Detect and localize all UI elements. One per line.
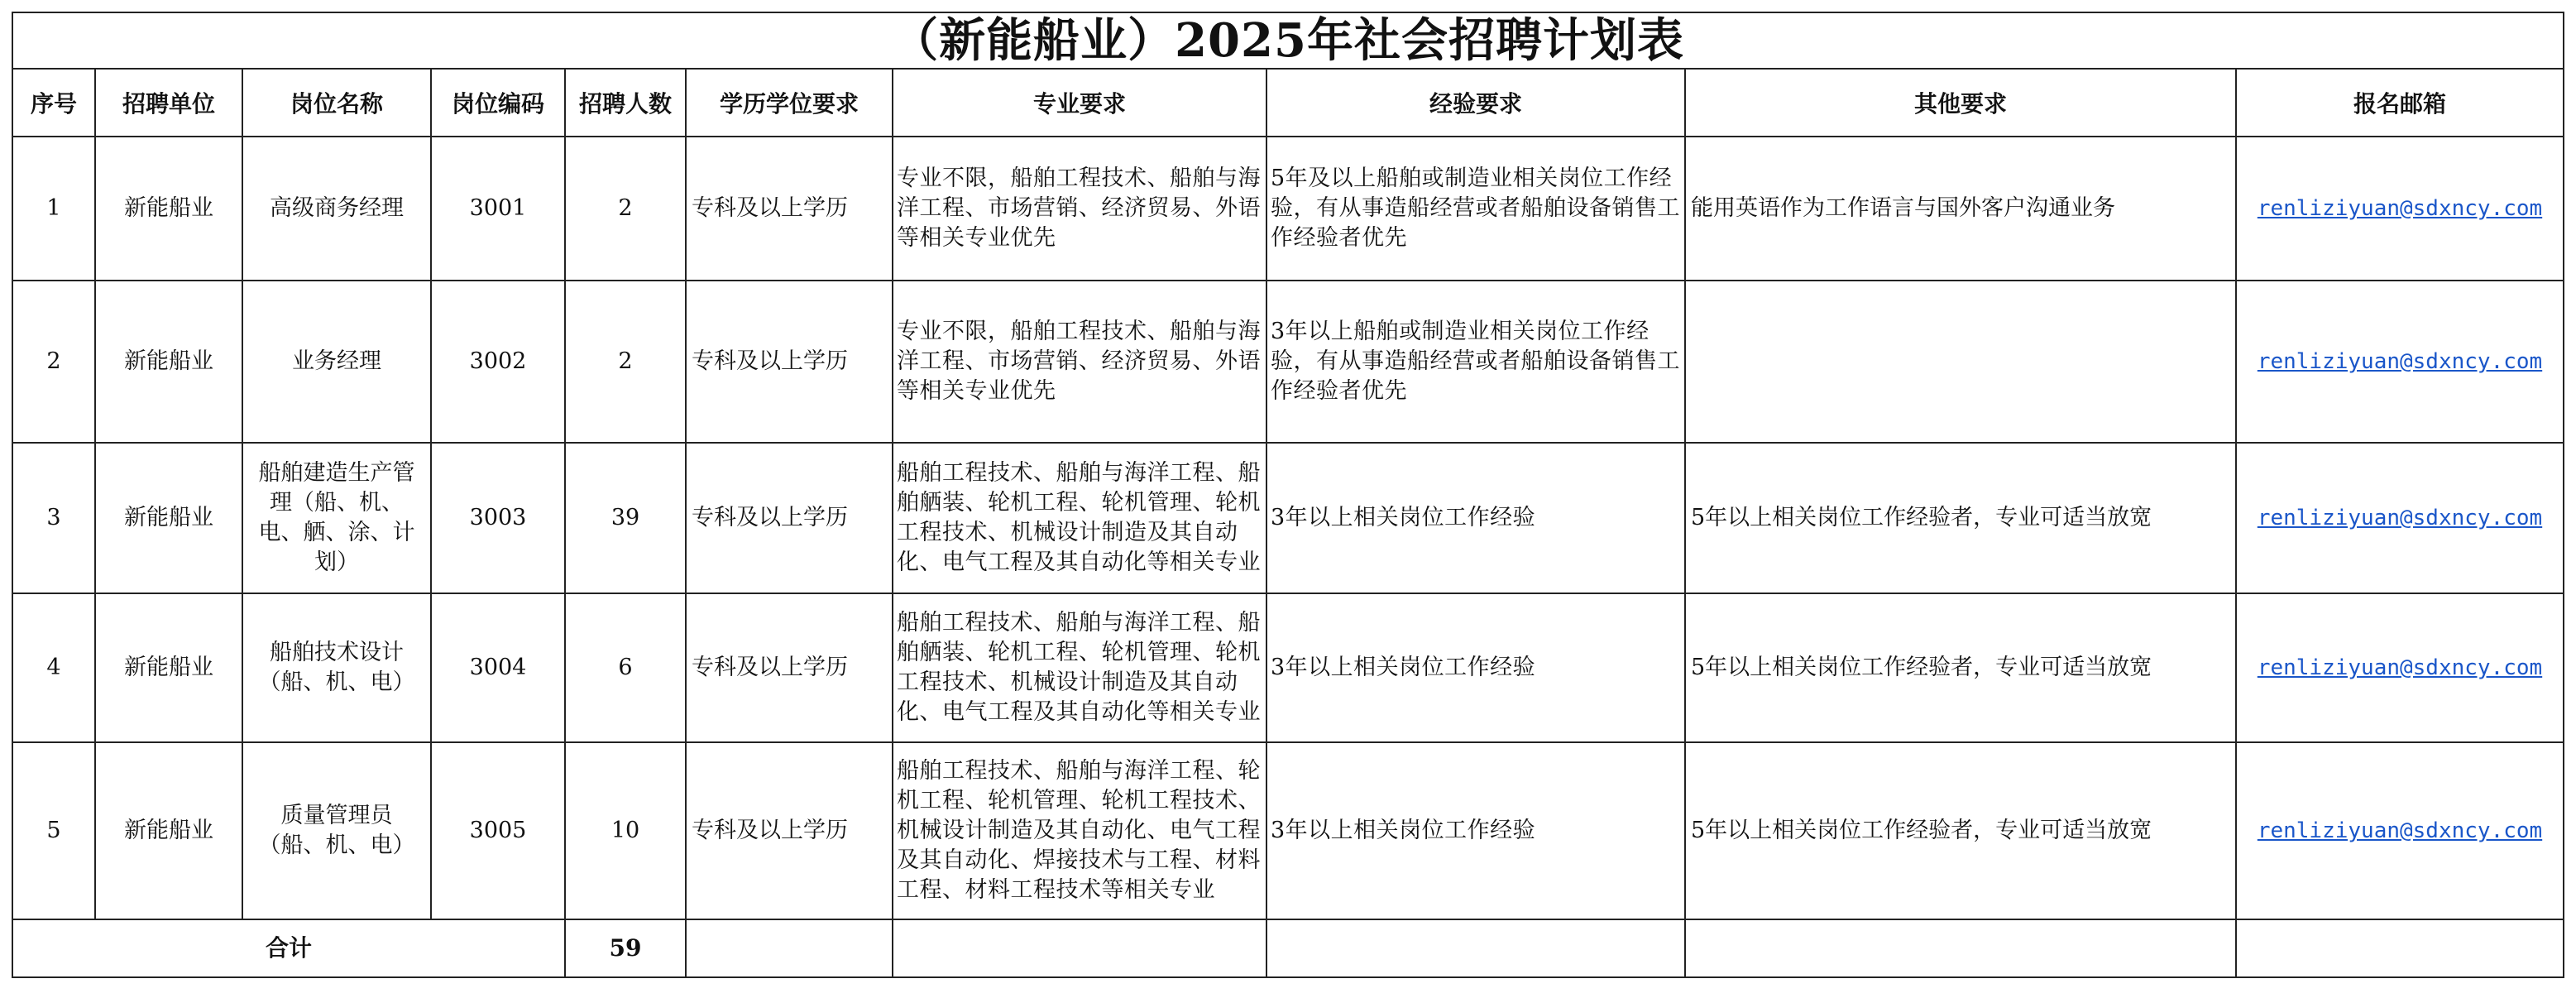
cell-unit: 新能船业: [95, 281, 242, 443]
header-email: 报名邮箱: [2236, 69, 2564, 137]
header-code: 岗位编码: [431, 69, 565, 137]
cell-unit: 新能船业: [95, 137, 242, 281]
cell-major: 专业不限，船舶工程技术、船舶与海洋工程、市场营销、经济贸易、外语等相关专业优先: [893, 281, 1266, 443]
page-title: （新能船业）2025年社会招聘计划表: [12, 12, 2564, 69]
cell-experience: 3年以上相关岗位工作经验: [1266, 593, 1685, 742]
cell-experience: 3年以上相关岗位工作经验: [1266, 443, 1685, 593]
total-empty-cell: [1266, 919, 1685, 977]
cell-seq: 2: [12, 281, 95, 443]
header-count: 招聘人数: [565, 69, 686, 137]
cell-position: 船舶建造生产管理（船、机、电、舾、涂、计划）: [242, 443, 431, 593]
header-education: 学历学位要求: [686, 69, 893, 137]
cell-major: 船舶工程技术、船舶与海洋工程、船舶舾装、轮机工程、轮机管理、轮机工程技术、机械设计制造及其自动化、电气工程及其自动化等相关专业: [893, 443, 1266, 593]
cell-experience: 3年以上相关岗位工作经验: [1266, 742, 1685, 919]
cell-code: 3002: [431, 281, 565, 443]
header-unit: 招聘单位: [95, 69, 242, 137]
total-empty-cell: [893, 919, 1266, 977]
cell-count: 10: [565, 742, 686, 919]
cell-count: 6: [565, 593, 686, 742]
cell-code: 3001: [431, 137, 565, 281]
cell-education: 专科及以上学历: [686, 593, 893, 742]
header-major: 专业要求: [893, 69, 1266, 137]
header-other: 其他要求: [1685, 69, 2236, 137]
cell-major: 船舶工程技术、船舶与海洋工程、轮机工程、轮机管理、轮机工程技术、机械设计制造及其自动化、电气工程及其自动化、焊接技术与工程、材料工程、材料工程技术等相关专业: [893, 742, 1266, 919]
cell-email: [2236, 593, 2564, 742]
table-row: [12, 443, 2564, 593]
cell-education: 专科及以上学历: [686, 742, 893, 919]
cell-email: [2236, 742, 2564, 919]
email-link[interactable]: renliziyuan@sdxncy.com: [2257, 655, 2543, 680]
recruitment-sheet: [12, 12, 2563, 978]
email-link[interactable]: renliziyuan@sdxncy.com: [2257, 349, 2543, 374]
cell-count: 2: [565, 281, 686, 443]
table-row: [12, 281, 2564, 443]
cell-position: 质量管理员（船、机、电）: [242, 742, 431, 919]
cell-count: 2: [565, 137, 686, 281]
recruitment-plan-table: [12, 12, 2564, 978]
title-row: [12, 12, 2564, 69]
cell-education: 专科及以上学历: [686, 137, 893, 281]
cell-seq: 4: [12, 593, 95, 742]
cell-seq: 1: [12, 137, 95, 281]
table-row: [12, 742, 2564, 919]
cell-unit: 新能船业: [95, 742, 242, 919]
header-position: 岗位名称: [242, 69, 431, 137]
total-empty-cell: [686, 919, 893, 977]
email-link[interactable]: renliziyuan@sdxncy.com: [2257, 506, 2543, 530]
cell-education: 专科及以上学历: [686, 281, 893, 443]
total-count: 59: [565, 919, 686, 977]
cell-code: 3003: [431, 443, 565, 593]
cell-email: [2236, 443, 2564, 593]
cell-experience: 3年以上船舶或制造业相关岗位工作经验，有从事造船经营或者船舶设备销售工作经验者优先: [1266, 281, 1685, 443]
cell-unit: 新能船业: [95, 443, 242, 593]
header-seq: 序号: [12, 69, 95, 137]
cell-experience: 5年及以上船舶或制造业相关岗位工作经验，有从事造船经营或者船舶设备销售工作经验者优先: [1266, 137, 1685, 281]
cell-other: 5年以上相关岗位工作经验者，专业可适当放宽: [1685, 742, 2236, 919]
cell-seq: 5: [12, 742, 95, 919]
email-link[interactable]: renliziyuan@sdxncy.com: [2257, 196, 2543, 221]
cell-major: 专业不限，船舶工程技术、船舶与海洋工程、市场营销、经济贸易、外语等相关专业优先: [893, 137, 1266, 281]
cell-other: 5年以上相关岗位工作经验者，专业可适当放宽: [1685, 443, 2236, 593]
total-empty-cell: [2236, 919, 2564, 977]
cell-other: 能用英语作为工作语言与国外客户沟通业务: [1685, 137, 2236, 281]
cell-count: 39: [565, 443, 686, 593]
table-row: [12, 137, 2564, 281]
cell-position: 业务经理: [242, 281, 431, 443]
total-label: 合计: [12, 919, 565, 977]
cell-seq: 3: [12, 443, 95, 593]
cell-position: 高级商务经理: [242, 137, 431, 281]
email-link[interactable]: renliziyuan@sdxncy.com: [2257, 818, 2543, 843]
cell-other: [1685, 281, 2236, 443]
header-row: [12, 69, 2564, 137]
cell-position: 船舶技术设计（船、机、电）: [242, 593, 431, 742]
cell-email: [2236, 281, 2564, 443]
cell-email: [2236, 137, 2564, 281]
cell-education: 专科及以上学历: [686, 443, 893, 593]
total-empty-cell: [1685, 919, 2236, 977]
total-row: [12, 919, 2564, 977]
cell-code: 3004: [431, 593, 565, 742]
cell-other: 5年以上相关岗位工作经验者，专业可适当放宽: [1685, 593, 2236, 742]
cell-unit: 新能船业: [95, 593, 242, 742]
cell-major: 船舶工程技术、船舶与海洋工程、船舶舾装、轮机工程、轮机管理、轮机工程技术、机械设计制造及其自动化、电气工程及其自动化等相关专业: [893, 593, 1266, 742]
table-row: [12, 593, 2564, 742]
header-experience: 经验要求: [1266, 69, 1685, 137]
cell-code: 3005: [431, 742, 565, 919]
